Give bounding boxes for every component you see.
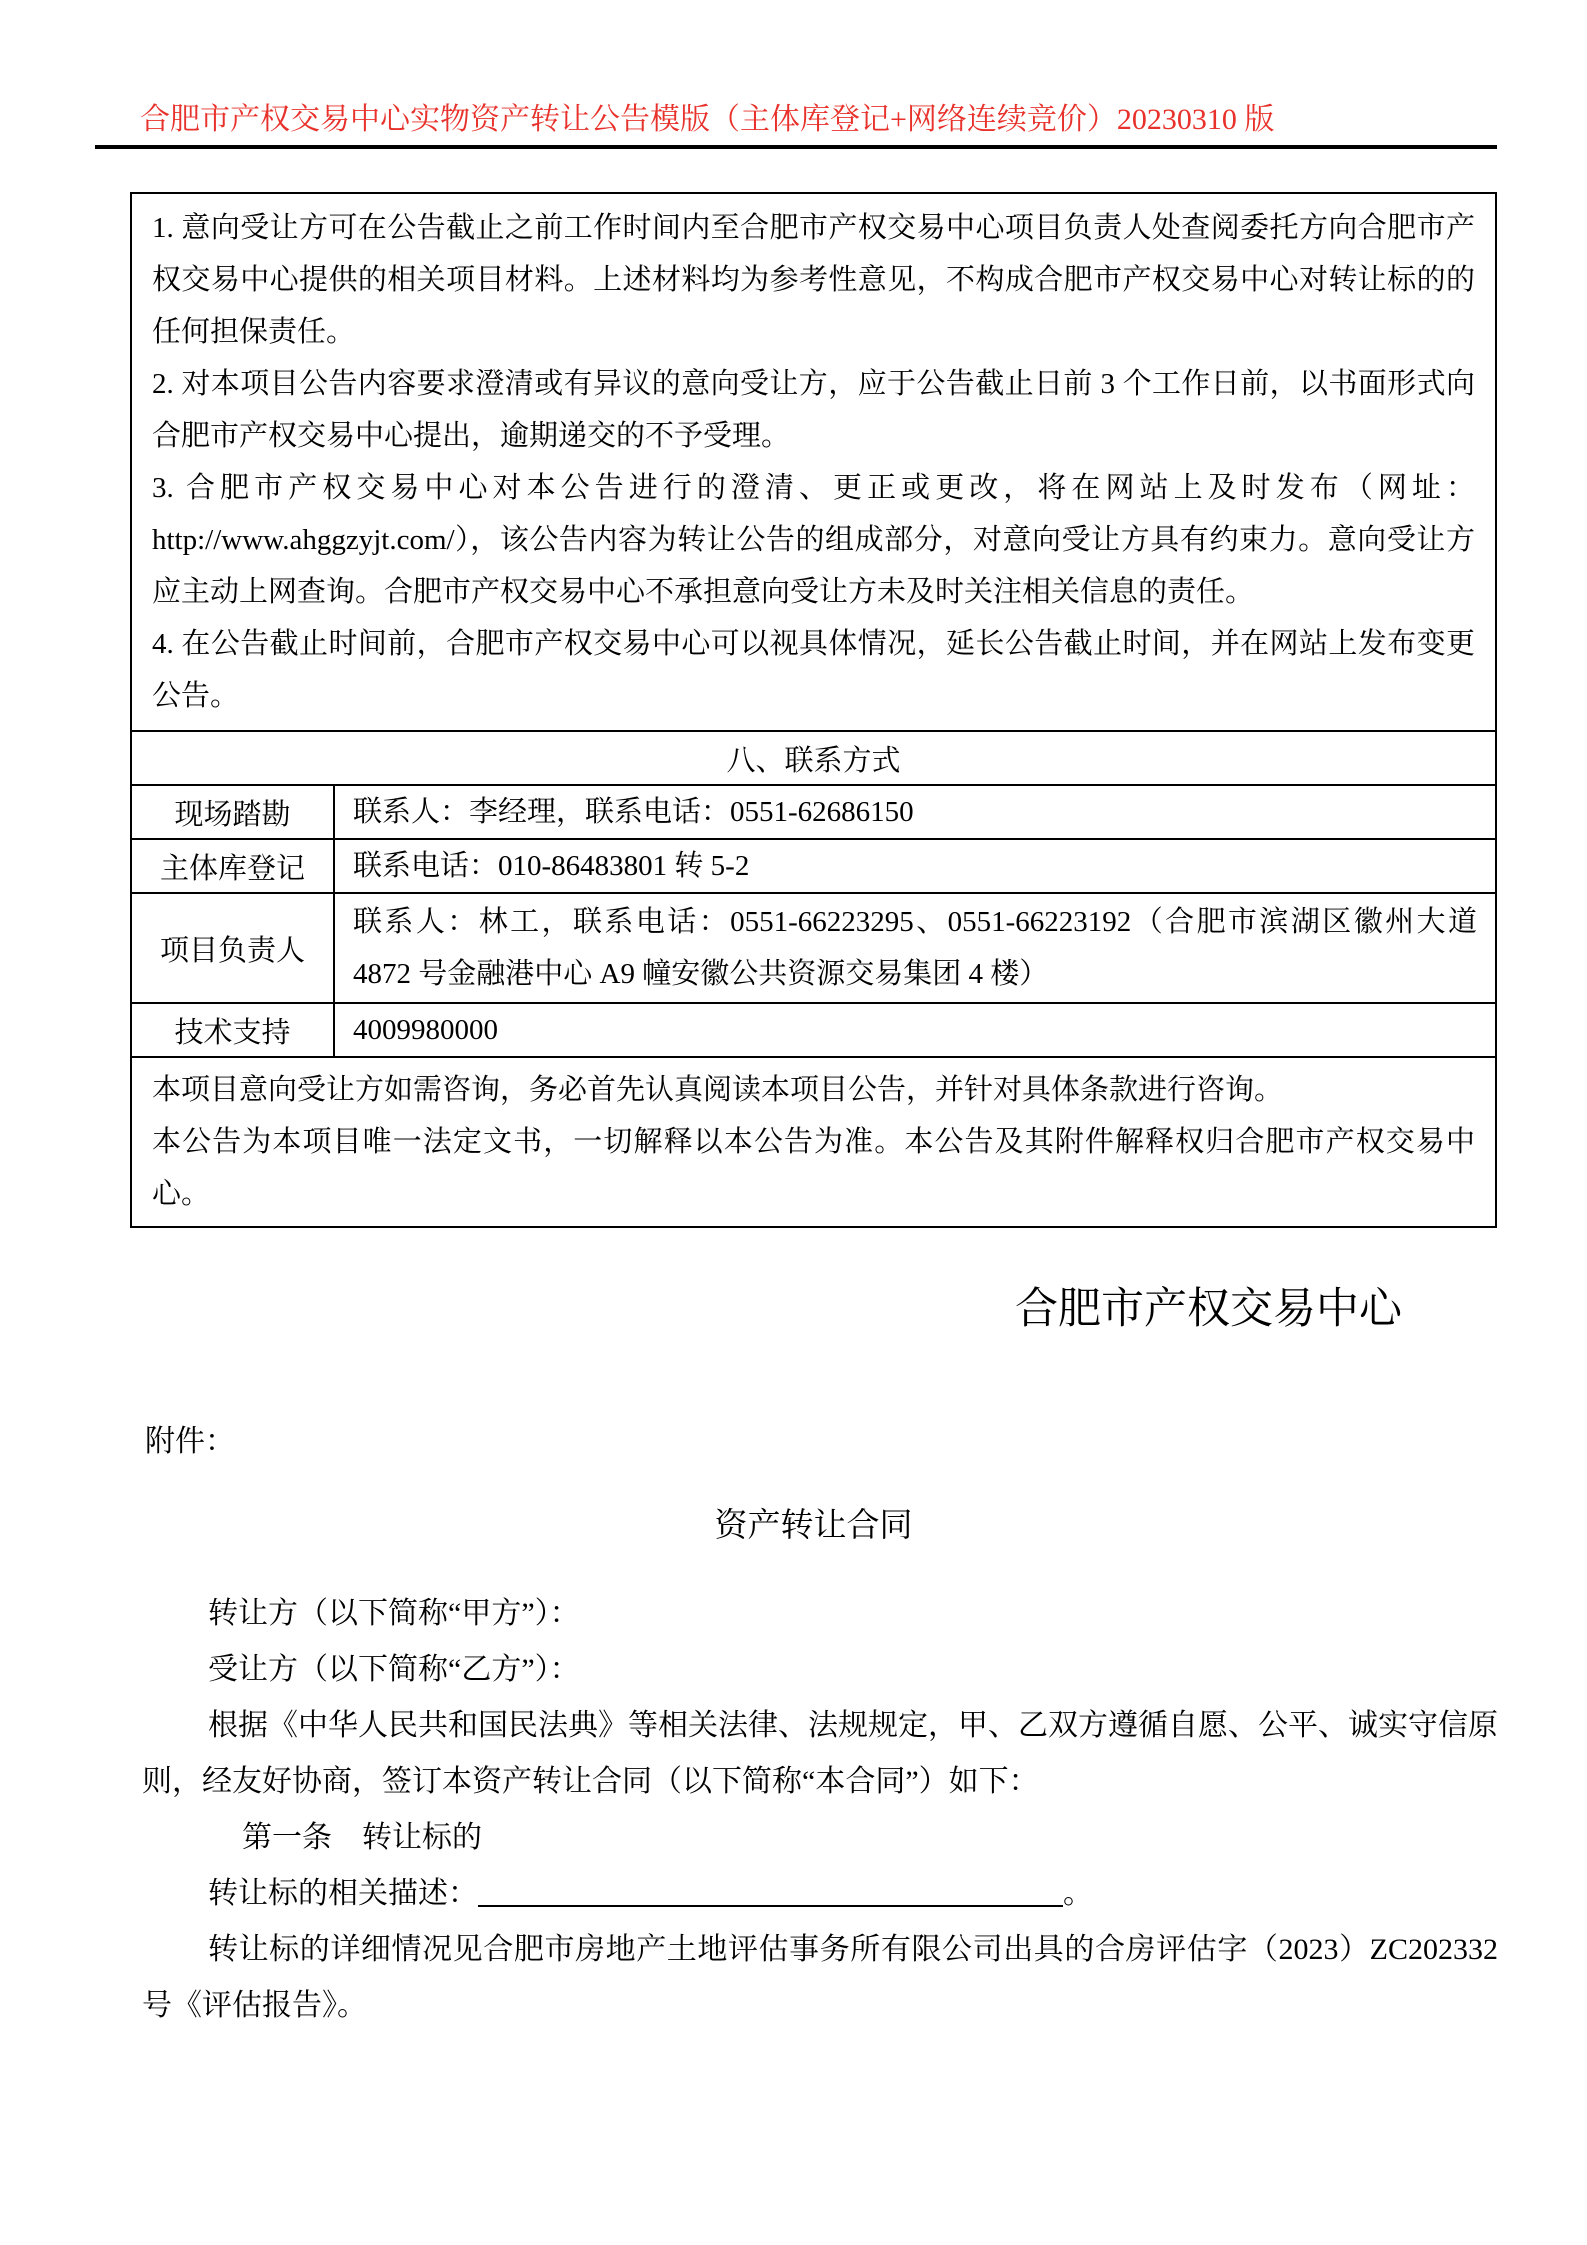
contact-label: 主体库登记 — [131, 839, 334, 893]
notice-table — [130, 192, 1497, 1228]
footer-notes-row — [131, 1057, 1496, 1227]
notice-paragraph-2: 2. 对本项目公告内容要求澄清或有异议的意向受让方，应于公告截止日前 3 个工作日前，以书面形式向合肥市产权交易中心提出，逾期递交的不予受理。 — [152, 368, 1475, 452]
notice-paragraphs-cell — [131, 193, 1496, 731]
attachment-label: 附件： — [145, 1425, 235, 1458]
contact-value: 联系电话：010-86483801 转 5-2 — [334, 839, 1496, 893]
footer-notes-cell — [131, 1057, 1496, 1227]
article-1-heading: 第一条 转让标的 — [242, 1821, 482, 1854]
contact-row-project-manager — [131, 893, 1496, 1003]
description-blank-field — [478, 1871, 1063, 1907]
footer-note-2: 本公告为本项目唯一法定文书，一切解释以本公告为准。本公告及其附件解释权归合肥市产权交易中心。 — [152, 1126, 1475, 1210]
contract-title: 资产转让合同 — [714, 1508, 913, 1544]
party-a-line: 转让方（以下简称“甲方”）： — [208, 1597, 580, 1630]
contract-preamble: 根据《中华人民共和国民法典》等相关法律、法规规定，甲、乙双方遵循自愿、公平、诚实守信原则，经友好协商，签订本资产转让合同（以下简称“本合同”）如下： — [142, 1709, 1498, 1798]
notice-paragraph-1: 1. 意向受让方可在公告截止之前工作时间内至合肥市产权交易中心项目负责人处查阅委托方向合肥市产权交易中心提供的相关项目材料。上述材料均为参考性意见，不构成合肥市产权交易中心对转让标的的任何担保责任。 — [152, 212, 1475, 348]
issuer-signature: 合肥市产权交易中心 — [1015, 1286, 1402, 1333]
contact-row-site-survey — [131, 785, 1496, 839]
doc-header-title: 合肥市产权交易中心实物资产转让公告模版（主体库登记+网络连续竞价）20230310 版 — [140, 103, 1275, 136]
contact-row-tech-support — [131, 1003, 1496, 1057]
contact-section-title: 八、联系方式 — [131, 731, 1496, 785]
contact-value: 联系人：李经理，联系电话：0551-62686150 — [334, 785, 1496, 839]
contact-value: 4009980000 — [334, 1003, 1496, 1057]
description-line — [142, 1866, 1498, 1922]
description-label: 转让标的相关描述： — [208, 1877, 478, 1910]
footer-note-1: 本项目意向受让方如需咨询，务必首先认真阅读本项目公告，并针对具体条款进行咨询。 — [152, 1074, 1284, 1106]
contract-body — [142, 1586, 1498, 2034]
contact-row-registry — [131, 839, 1496, 893]
notice-paragraph-4: 4. 在公告截止时间前，合肥市产权交易中心可以视具体情况，延长公告截止时间，并在网站上发布变更公告。 — [152, 628, 1475, 712]
party-b-line: 受让方（以下简称“乙方”）： — [208, 1653, 580, 1686]
header-divider — [95, 145, 1497, 149]
contact-label: 现场踏勘 — [131, 785, 334, 839]
contact-label: 项目负责人 — [131, 893, 334, 1003]
contact-label: 技术支持 — [131, 1003, 334, 1057]
description-period: 。 — [1063, 1877, 1093, 1910]
notice-paragraph-3: 3. 合肥市产权交易中心对本公告进行的澄清、更正或更改，将在网站上及时发布（网址：http://www.ahggzyjt.com/），该公告内容为转让公告的组成部分，对意向受让方具有约束力。意向受让方应主动上网查询。合肥市产权交易中心不承担意向受让方未及时关注相关信息的责任。 — [152, 472, 1475, 608]
contact-section-header-row — [131, 731, 1496, 785]
contract-detail: 转让标的详细情况见合肥市房地产土地评估事务所有限公司出具的合房评估字（2023）ZC202332 号《评估报告》。 — [142, 1933, 1498, 2022]
notice-paragraphs-row — [131, 193, 1496, 731]
contact-value: 联系人：林工，联系电话：0551-66223295、0551-66223192（合肥市滨湖区徽州大道 4872 号金融港中心 A9 幢安徽公共资源交易集团 4 楼） — [334, 893, 1496, 1003]
